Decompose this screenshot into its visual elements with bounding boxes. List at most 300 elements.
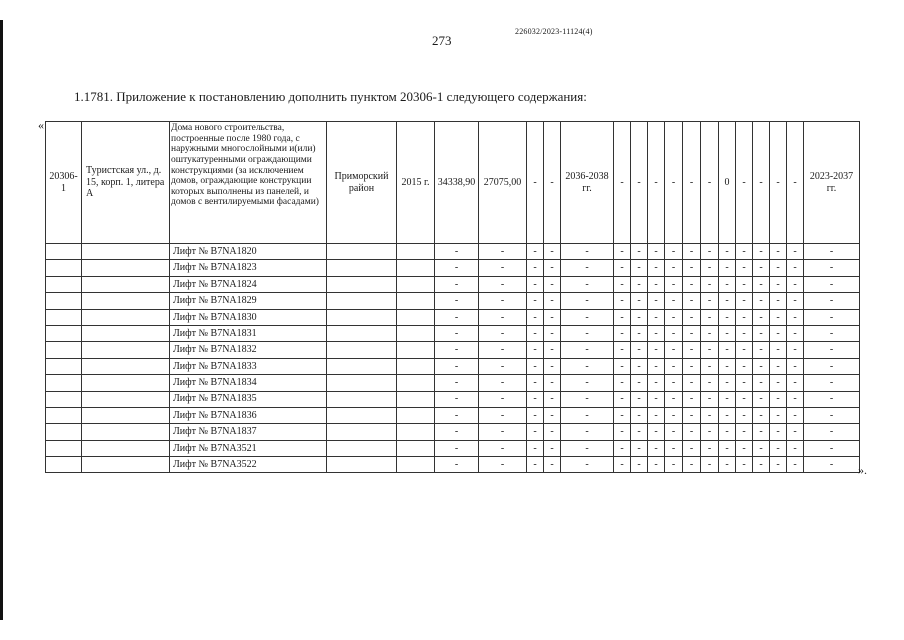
cell-dash: -	[561, 293, 614, 309]
cell-dash: -	[753, 457, 770, 473]
cell-dash: -	[479, 293, 527, 309]
cell-dash: -	[561, 342, 614, 358]
cell-empty	[46, 293, 82, 309]
cell-dash: -	[527, 424, 544, 440]
cell-dash: -	[753, 391, 770, 407]
page-number: 273	[432, 33, 452, 48]
section-heading: 1.1781. Приложение к постановлению дополнить пунктом 20306-1 следующего содержания:	[74, 89, 587, 104]
cell-empty	[46, 358, 82, 374]
cell-empty	[46, 424, 82, 440]
cell-dash: -	[787, 391, 804, 407]
cell-empty	[82, 260, 170, 276]
cell-dash: -	[614, 375, 631, 391]
cell-dash: -	[435, 407, 479, 423]
cell-empty	[397, 391, 435, 407]
cell-dash: -	[614, 457, 631, 473]
cell-dash: -	[561, 424, 614, 440]
cell-dash: -	[736, 440, 753, 456]
cell-dash: -	[544, 358, 561, 374]
cell-empty	[327, 440, 397, 456]
cell-dash: -	[770, 457, 787, 473]
cell-empty	[82, 293, 170, 309]
cell-dash: -	[479, 342, 527, 358]
cell-dash: -	[544, 244, 561, 260]
cell-dash: -	[561, 309, 614, 325]
cell-dash: -	[665, 424, 683, 440]
cell-dash: -	[631, 260, 648, 276]
cell-lift-name: Лифт № B7NA1835	[170, 391, 327, 407]
cell-dash: -	[544, 325, 561, 341]
cell-dash: -	[648, 391, 665, 407]
cell-dash: -	[701, 375, 719, 391]
cell-empty	[397, 342, 435, 358]
cell-dash: -	[787, 375, 804, 391]
cell-dash: -	[804, 375, 860, 391]
opening-quote: «	[38, 118, 44, 132]
cell-c16: -	[701, 122, 719, 244]
cell-dash: -	[479, 260, 527, 276]
cell-lift-name: Лифт № B7NA1831	[170, 325, 327, 341]
cell-empty	[46, 342, 82, 358]
cell-dash: -	[648, 375, 665, 391]
cell-dash: -	[804, 391, 860, 407]
cell-dash: -	[770, 293, 787, 309]
cell-empty	[46, 309, 82, 325]
cell-c8: -	[527, 122, 544, 244]
cell-dash: -	[479, 276, 527, 292]
cell-year: 2015 г.	[397, 122, 435, 244]
cell-c13: -	[648, 122, 665, 244]
cell-dash: -	[435, 309, 479, 325]
cell-dash: -	[753, 309, 770, 325]
cell-dash: -	[683, 260, 701, 276]
cell-c20: -	[770, 122, 787, 244]
document-code: 226032/2023-11124(4)	[515, 27, 593, 36]
cell-dash: -	[527, 325, 544, 341]
cell-dash: -	[614, 342, 631, 358]
cell-empty	[397, 325, 435, 341]
cell-period-1: 2036-2038 гг.	[561, 122, 614, 244]
cell-empty	[82, 244, 170, 260]
cell-dash: -	[719, 293, 736, 309]
cell-period-2: 2023-2037 гг.	[804, 122, 860, 244]
cell-dash: -	[527, 293, 544, 309]
cell-dash: -	[683, 375, 701, 391]
cell-dash: -	[614, 391, 631, 407]
cell-dash: -	[787, 293, 804, 309]
cell-dash: -	[544, 342, 561, 358]
cell-dash: -	[631, 391, 648, 407]
cell-dash: -	[527, 457, 544, 473]
cell-dash: -	[665, 375, 683, 391]
cell-dash: -	[719, 260, 736, 276]
cell-dash: -	[736, 375, 753, 391]
cell-dash: -	[479, 424, 527, 440]
table-row	[46, 457, 860, 473]
cell-address: Туристская ул., д. 15, корп. 1, литера А	[82, 122, 170, 244]
cell-dash: -	[719, 407, 736, 423]
cell-dash: -	[479, 440, 527, 456]
cell-dash: -	[787, 457, 804, 473]
cell-dash: -	[479, 358, 527, 374]
cell-dash: -	[527, 260, 544, 276]
cell-dash: -	[561, 244, 614, 260]
table-row	[46, 276, 860, 292]
cell-dash: -	[701, 260, 719, 276]
cell-dash: -	[631, 358, 648, 374]
cell-empty	[46, 440, 82, 456]
cell-dash: -	[753, 260, 770, 276]
cell-dash: -	[544, 276, 561, 292]
cell-dash: -	[753, 358, 770, 374]
cell-empty	[82, 407, 170, 423]
cell-description: Дома нового строительства, построенные после 1980 года, с наружными многослойными и(или) оштукатуренными ограждающими конструкциями (за исключением домов, ограждающие конструкции которых выполнены из панелей, и домов с вентилируемыми фасадами)	[170, 122, 327, 244]
cell-dash: -	[753, 325, 770, 341]
cell-dash: -	[614, 424, 631, 440]
cell-dash: -	[544, 293, 561, 309]
cell-dash: -	[753, 293, 770, 309]
cell-dash: -	[683, 325, 701, 341]
cell-dash: -	[804, 424, 860, 440]
cell-dash: -	[770, 358, 787, 374]
cell-dash: -	[435, 342, 479, 358]
cell-dash: -	[561, 325, 614, 341]
cell-dash: -	[770, 375, 787, 391]
cell-dash: -	[787, 260, 804, 276]
cell-dash: -	[701, 276, 719, 292]
cell-dash: -	[665, 325, 683, 341]
cell-dash: -	[770, 424, 787, 440]
cell-dash: -	[665, 391, 683, 407]
cell-dash: -	[527, 391, 544, 407]
cell-dash: -	[631, 375, 648, 391]
cell-area-total: 34338,90	[435, 122, 479, 244]
cell-dash: -	[683, 244, 701, 260]
cell-dash: -	[753, 440, 770, 456]
cell-empty	[397, 309, 435, 325]
cell-lift-name: Лифт № B7NA1824	[170, 276, 327, 292]
cell-empty	[82, 325, 170, 341]
cell-dash: -	[665, 309, 683, 325]
closing-quote: ».	[858, 463, 867, 477]
cell-dash: -	[614, 325, 631, 341]
cell-dash: -	[736, 276, 753, 292]
cell-dash: -	[527, 309, 544, 325]
cell-dash: -	[770, 391, 787, 407]
cell-dash: -	[804, 293, 860, 309]
table-row	[46, 309, 860, 325]
cell-empty	[397, 457, 435, 473]
cell-dash: -	[683, 309, 701, 325]
cell-lift-name: Лифт № B7NA1830	[170, 309, 327, 325]
cell-dash: -	[683, 391, 701, 407]
cell-dash: -	[804, 407, 860, 423]
cell-dash: -	[719, 244, 736, 260]
cell-dash: -	[753, 424, 770, 440]
cell-dash: -	[753, 244, 770, 260]
cell-dash: -	[561, 391, 614, 407]
cell-dash: -	[614, 440, 631, 456]
cell-lift-name: Лифт № B7NA3522	[170, 457, 327, 473]
cell-empty	[327, 424, 397, 440]
cell-dash: -	[561, 407, 614, 423]
cell-dash: -	[479, 325, 527, 341]
cell-dash: -	[544, 457, 561, 473]
cell-dash: -	[527, 276, 544, 292]
cell-lift-name: Лифт № B7NA3521	[170, 440, 327, 456]
cell-dash: -	[544, 407, 561, 423]
table-row	[46, 407, 860, 423]
cell-empty	[82, 457, 170, 473]
cell-dash: -	[527, 440, 544, 456]
cell-dash: -	[701, 325, 719, 341]
cell-empty	[397, 375, 435, 391]
cell-dash: -	[787, 440, 804, 456]
cell-lift-name: Лифт № B7NA1832	[170, 342, 327, 358]
cell-lift-name: Лифт № B7NA1833	[170, 358, 327, 374]
cell-c21: -	[787, 122, 804, 244]
cell-dash: -	[736, 244, 753, 260]
table-row-main	[46, 122, 860, 244]
cell-dash: -	[665, 244, 683, 260]
cell-empty	[327, 260, 397, 276]
table-row	[46, 358, 860, 374]
cell-dash: -	[770, 309, 787, 325]
cell-empty	[82, 309, 170, 325]
cell-empty	[82, 391, 170, 407]
cell-dash: -	[787, 424, 804, 440]
cell-dash: -	[770, 407, 787, 423]
cell-dash: -	[787, 244, 804, 260]
cell-dash: -	[435, 457, 479, 473]
cell-dash: -	[701, 424, 719, 440]
cell-empty	[327, 244, 397, 260]
cell-dash: -	[787, 276, 804, 292]
cell-empty	[46, 244, 82, 260]
cell-dash: -	[544, 375, 561, 391]
table-row	[46, 260, 860, 276]
cell-dash: -	[435, 391, 479, 407]
cell-dash: -	[736, 325, 753, 341]
cell-dash: -	[561, 457, 614, 473]
cell-dash: -	[719, 342, 736, 358]
cell-dash: -	[648, 358, 665, 374]
cell-dash: -	[683, 407, 701, 423]
cell-dash: -	[683, 440, 701, 456]
cell-dash: -	[736, 358, 753, 374]
cell-dash: -	[770, 325, 787, 341]
cell-dash: -	[648, 260, 665, 276]
cell-dash: -	[665, 457, 683, 473]
cell-empty	[327, 325, 397, 341]
cell-dash: -	[631, 407, 648, 423]
addendum-table	[45, 121, 860, 473]
cell-dash: -	[804, 457, 860, 473]
cell-dash: -	[736, 391, 753, 407]
cell-number: 20306-1	[46, 122, 82, 244]
cell-empty	[397, 358, 435, 374]
cell-c9: -	[544, 122, 561, 244]
cell-dash: -	[631, 309, 648, 325]
cell-dash: -	[683, 424, 701, 440]
cell-dash: -	[701, 293, 719, 309]
cell-empty	[82, 375, 170, 391]
cell-dash: -	[665, 358, 683, 374]
cell-dash: -	[719, 375, 736, 391]
cell-c14: -	[665, 122, 683, 244]
cell-dash: -	[631, 244, 648, 260]
cell-empty	[46, 407, 82, 423]
cell-dash: -	[804, 309, 860, 325]
cell-lift-name: Лифт № B7NA1820	[170, 244, 327, 260]
cell-dash: -	[701, 309, 719, 325]
cell-empty	[46, 260, 82, 276]
cell-dash: -	[614, 407, 631, 423]
cell-dash: -	[631, 325, 648, 341]
cell-dash: -	[527, 407, 544, 423]
cell-lift-name: Лифт № B7NA1834	[170, 375, 327, 391]
cell-dash: -	[736, 457, 753, 473]
cell-empty	[82, 424, 170, 440]
cell-dash: -	[753, 375, 770, 391]
cell-dash: -	[753, 342, 770, 358]
cell-dash: -	[614, 260, 631, 276]
cell-dash: -	[561, 276, 614, 292]
cell-dash: -	[701, 407, 719, 423]
cell-dash: -	[787, 325, 804, 341]
cell-empty	[327, 457, 397, 473]
cell-empty	[82, 358, 170, 374]
cell-dash: -	[770, 244, 787, 260]
cell-empty	[327, 358, 397, 374]
cell-empty	[327, 293, 397, 309]
cell-dash: -	[544, 440, 561, 456]
cell-dash: -	[665, 276, 683, 292]
cell-dash: -	[683, 293, 701, 309]
cell-dash: -	[631, 424, 648, 440]
cell-dash: -	[614, 358, 631, 374]
cell-dash: -	[665, 293, 683, 309]
cell-dash: -	[683, 342, 701, 358]
table-row	[46, 244, 860, 260]
cell-dash: -	[631, 293, 648, 309]
cell-dash: -	[648, 342, 665, 358]
cell-dash: -	[787, 342, 804, 358]
cell-c18: -	[736, 122, 753, 244]
cell-c11: -	[614, 122, 631, 244]
table-row	[46, 375, 860, 391]
table-row	[46, 293, 860, 309]
cell-dash: -	[701, 342, 719, 358]
scan-edge-bar	[0, 20, 3, 620]
cell-dash: -	[719, 358, 736, 374]
table-row	[46, 440, 860, 456]
cell-empty	[397, 260, 435, 276]
cell-dash: -	[736, 407, 753, 423]
cell-dash: -	[719, 309, 736, 325]
cell-dash: -	[435, 244, 479, 260]
cell-dash: -	[701, 358, 719, 374]
cell-dash: -	[631, 342, 648, 358]
cell-empty	[327, 342, 397, 358]
cell-dash: -	[435, 375, 479, 391]
cell-dash: -	[527, 244, 544, 260]
cell-empty	[327, 375, 397, 391]
cell-dash: -	[479, 375, 527, 391]
cell-dash: -	[701, 440, 719, 456]
cell-dash: -	[648, 244, 665, 260]
cell-dash: -	[479, 244, 527, 260]
cell-empty	[46, 325, 82, 341]
cell-dash: -	[804, 440, 860, 456]
cell-dash: -	[804, 276, 860, 292]
cell-dash: -	[435, 325, 479, 341]
cell-dash: -	[544, 424, 561, 440]
cell-dash: -	[719, 457, 736, 473]
cell-dash: -	[719, 424, 736, 440]
cell-dash: -	[614, 309, 631, 325]
cell-dash: -	[770, 276, 787, 292]
cell-dash: -	[544, 309, 561, 325]
cell-dash: -	[683, 276, 701, 292]
cell-district: Приморский район	[327, 122, 397, 244]
cell-dash: -	[648, 424, 665, 440]
table-row	[46, 391, 860, 407]
cell-lift-name: Лифт № B7NA1829	[170, 293, 327, 309]
cell-lift-name: Лифт № B7NA1823	[170, 260, 327, 276]
cell-dash: -	[544, 391, 561, 407]
cell-dash: -	[736, 424, 753, 440]
cell-dash: -	[770, 342, 787, 358]
cell-dash: -	[648, 457, 665, 473]
cell-dash: -	[804, 358, 860, 374]
cell-dash: -	[804, 325, 860, 341]
cell-dash: -	[561, 440, 614, 456]
cell-dash: -	[527, 358, 544, 374]
cell-dash: -	[665, 407, 683, 423]
cell-dash: -	[648, 440, 665, 456]
cell-dash: -	[770, 440, 787, 456]
cell-dash: -	[479, 407, 527, 423]
cell-empty	[46, 375, 82, 391]
cell-dash: -	[736, 342, 753, 358]
cell-lift-name: Лифт № B7NA1837	[170, 424, 327, 440]
cell-dash: -	[479, 457, 527, 473]
cell-dash: -	[665, 342, 683, 358]
cell-empty	[397, 293, 435, 309]
cell-empty	[397, 276, 435, 292]
cell-empty	[46, 391, 82, 407]
cell-empty	[397, 440, 435, 456]
cell-empty	[82, 440, 170, 456]
cell-dash: -	[648, 293, 665, 309]
cell-dash: -	[435, 276, 479, 292]
cell-c17: 0	[719, 122, 736, 244]
cell-dash: -	[614, 276, 631, 292]
cell-dash: -	[787, 407, 804, 423]
cell-dash: -	[435, 260, 479, 276]
cell-dash: -	[736, 260, 753, 276]
cell-dash: -	[804, 260, 860, 276]
cell-area-living: 27075,00	[479, 122, 527, 244]
cell-dash: -	[614, 244, 631, 260]
cell-dash: -	[631, 440, 648, 456]
cell-dash: -	[665, 440, 683, 456]
cell-empty	[327, 391, 397, 407]
cell-empty	[82, 342, 170, 358]
cell-dash: -	[648, 276, 665, 292]
cell-dash: -	[719, 440, 736, 456]
